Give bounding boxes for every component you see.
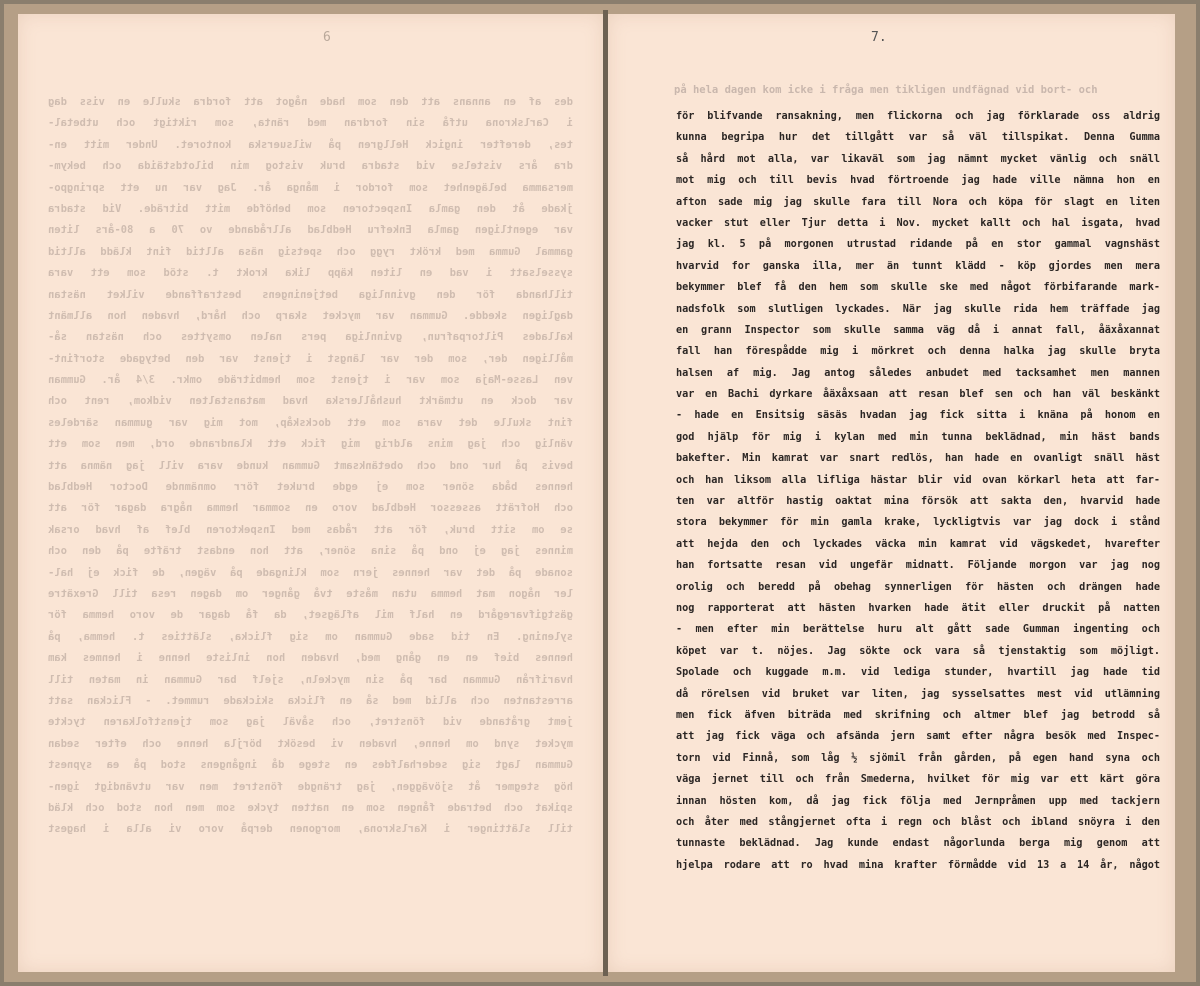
bleed-line: spikat och betrade fången som en natten tycke som men hon stod och kläd [48,801,573,814]
bleed-line: se om sitt bruk, för att rådas med Inspektoren blef af hvad orsak [48,523,573,536]
text-line: orolig och beredd på obehag synnerligen för hästen och drängen hade [676,581,1160,593]
text-line: väga jernet till och från Smederna, hvilket för mig var ett kärt göra [676,774,1160,786]
text-line: afton sade mig jag skulle fara till Nora och köpa för slagt en liten [676,196,1160,208]
bleed-line: des af en annans att den som hade något att fordra skulle en viss dag [48,96,573,108]
bleed-line: mycket synd om henne, hvaden vi besökt börjla henne och efter sedan [48,737,573,750]
text-line: torn vid Finnå, som låg ½ sjömil från gården, på egen hand syna och [676,752,1160,764]
bleed-line: i Carlskrona utfå sin fordran med ränta, som riktigt och utbetal- [48,117,573,130]
text-line: kunna begripa hur det tillgått var så väl tillspikat. Denna Gumma [676,132,1160,144]
text-line: så hård mot alla, var likaväl som jag nämnt mycket vänlig och snäll [676,153,1160,165]
text-line: nog rapporterat att hästen hvarken hade ätit eller druckit på natten [676,602,1160,614]
text-line: att jag fick väga och afsända jern samt efter några besök med Inspec- [676,731,1160,743]
bleed-through-text [48,92,573,841]
text-line: köpet var t. nöjes. Jag sökte ock vara så tjenstaktig som möjligt. [676,645,1160,657]
bleed-line: var egentligen gamla Enkefru Hedblad allrådande vo 70 a 80-års liten [48,224,573,237]
text-line: och han liksom alla lifliga hästar blir vid ovan körkarl heta att far- [676,474,1160,486]
bleed-line: sysselsatt i vad en liten käpp lika krokt t. stöd som ett vara [48,267,573,280]
bleed-line: hvarifrån Gumman bar på sin myckeln, sjelf bar Gumman in maten till [48,673,573,686]
bleed-line: tillhanda för den gvinnliga betjeningens bestraffande vilket nästan [48,288,573,301]
text-line: - hade en Ensitsig säsäs hvadan jag fick sitta i knäna på honom en [676,410,1160,422]
bleed-line: kallades Piltorpafrun, gvinnliga pers nalen omsyttes och nästan så- [48,331,573,344]
typewritten-text [676,106,1160,876]
text-line: - men efter min berättelse huru alt gått sade Gumman ingenting och [676,624,1160,636]
left-page-number: 6 [323,30,331,45]
bleed-line: ler någon mat hemma utan måste två gånger om dagen resa till Grexätre [48,587,573,600]
bleed-line: sonade på det var hennes jern som klingade på vägen, de fick ej hal- [48,566,573,579]
bleed-line: jemt gråtande vid fönstret, och såväl jag som tjenstfolkaren tyckte [48,716,573,729]
ghost-top-line: på hela dagen kom icke i fråga men tikligen undfägnad vid bort- och [674,84,1098,96]
bleed-line: fint skulle det vara som ett dockskåp, mot mig var gumman särdeles [48,416,573,429]
left-page [18,14,603,972]
text-line: nadsfolk som slutligen lyckades. När jag skulle rida hem träffade jag [676,303,1160,315]
bleed-line: dagligen skedde. Gumman var mycket skarp och hård, hvaden hon allmänt [48,309,573,322]
bleed-line: målligen der, som der var längst i tjenst var den betygade storfint- [48,352,573,365]
bleed-line: mersamma belägenhet som fordor i många år. Jag var nu ett springpo- [48,181,573,194]
text-line: fall han förespådde mig i mörkret och denna halka jag skulle bryta [676,346,1160,358]
bleed-line: jkade åt den gamla Inspectoren som behöfde mitt biträde. Vid stadra [48,202,573,215]
text-line: mot mig och till bevis hvad förtroende jag hade ville nämna hon en [676,175,1160,187]
bleed-line: var dock en utmärkt hushållerska hvad matanstalten vidkom, rent och [48,395,573,408]
bleed-line: gammal Gumma med krökt rygg och spetsig näsa alltid fint klädd alltid [48,245,573,258]
text-line: vacker stut eller Tjur detta i Nov. mycket kallt och hal isgata, hvad [676,217,1160,229]
bleed-line: till slättinger i Karlskrona, morgonen derpå voro vi alla i hagest [48,823,573,836]
text-line: en grann Inspector som skulle samma väg då i annat fall, åäxåxannat [676,324,1160,336]
bleed-line: bevis på hur ond och obetänksamt Gumman kunde vara vill jag nämna att [48,459,573,472]
text-line: var en Bachi dyrkare åäxåxsaan att resan blef sen och han väl beskänkt [676,389,1160,401]
text-line: halsen af mig. Jag antog således anbudet med tacksamhet men mannen [676,367,1160,379]
text-line: ten var altför hastig oaktat mina försök att sakta den, hvarvid hade [676,496,1160,508]
text-line: tunnaste beklädnad. Jag kunde endast någorlunda berga mig genom att [676,838,1160,850]
bleed-line: vänlig och jag mins aldrig mig fick ett klandrande ord, men som ett [48,438,573,451]
text-line: att hejda den och lyckades väcka min kamrat vid vägskedet, hvarefter [676,538,1160,550]
text-line: hjelpa rodare att ro hvad mina krafter förmådde vid 13 a 14 år, något [676,859,1160,871]
bleed-line: tes, derefter ingick Hellgren på wilsuerska kontoret. Under mitt en- [48,138,573,151]
text-line: god hjälp för mig i kylan med min tunna beklädnad, min häst bands [676,431,1160,443]
bleed-line: dra års vistelse vid stadra bruk vistog min bilotdstäida och bekym- [48,160,573,173]
text-line: för blifvande ransakning, men flickorna och jag förklarade oss aldrig [676,111,1160,122]
bleed-line: arrestanten och allid med så en flicka skickade rummet. - Flickan satt [48,694,573,707]
text-line: hvarvid for ganska illa, mer än tunnt klädd - köp gjordes men mera [676,260,1160,272]
text-line: innan hösten kom, då jag fick följa med Jernpråmen upp med tackjern [676,795,1160,807]
bleed-line: Gumman lagt sig sederhalfdes en stege då ingångens stod på ea sypnest [48,759,573,772]
text-line: bekymmer blef få den hem som skulle ske med något förbifarande mark- [676,282,1160,294]
text-line: men fick äfven biträda med skrifning och altmer blef jag betrodd så [676,709,1160,721]
bleed-line: ven Lasse-Maja som var i tjenst som hembiträde omkr. 3/4 år. Gumman [48,374,573,387]
right-page [608,14,1175,972]
bleed-line: sylening. En tid sade Gumman om sig flicka, slätties t. hemma, på [48,630,573,643]
text-line: jag kl. 5 på morgonen utrustad ridande på en stor gammal vagnshäst [676,239,1160,251]
bleed-line: hennes bief en en gång med, hvaden hon inliste henne i henmes kam [48,652,573,665]
bleed-line: gästgifvaregård en half mil aflägset, da få dagar de voro hemma för [48,609,573,622]
bleed-line: och Hofrätt assessor Hedblad voro en sommar hemma några dagar för att [48,502,573,515]
text-line: stora bekymmer för min gamla krake, lyckligtvis var jag dock i stånd [676,517,1160,529]
bleed-line: hennes båda söner som ej egde bruket förr omnämnde Doctor Hedblad [48,481,573,494]
text-line: han fortsatte resan vid ungefär midnatt. Följande morgon var jag nog [676,560,1160,572]
text-line: då rörelsen vid bruket var liten, jag sysselsattes mest vid utlämning [676,688,1160,700]
text-line: Spolade och kuggade m.m. vid lediga stunder, hvartill jag hade tid [676,667,1160,679]
right-page-number: 7. [871,30,887,45]
bleed-line: hög stegmer åt sjöväggen, jag trängde fönstret men var utvändigt igen- [48,780,573,793]
text-line: bakefter. Min kamrat var snart redlös, han hade en ovanligt snäll häst [676,453,1160,465]
text-line: och åter med stångjernet ofta i regn och blåst och ibland snöyra i den [676,816,1160,828]
bleed-line: minnes jag ej ond på sina söner, att hon endast träfte på den och [48,545,573,558]
